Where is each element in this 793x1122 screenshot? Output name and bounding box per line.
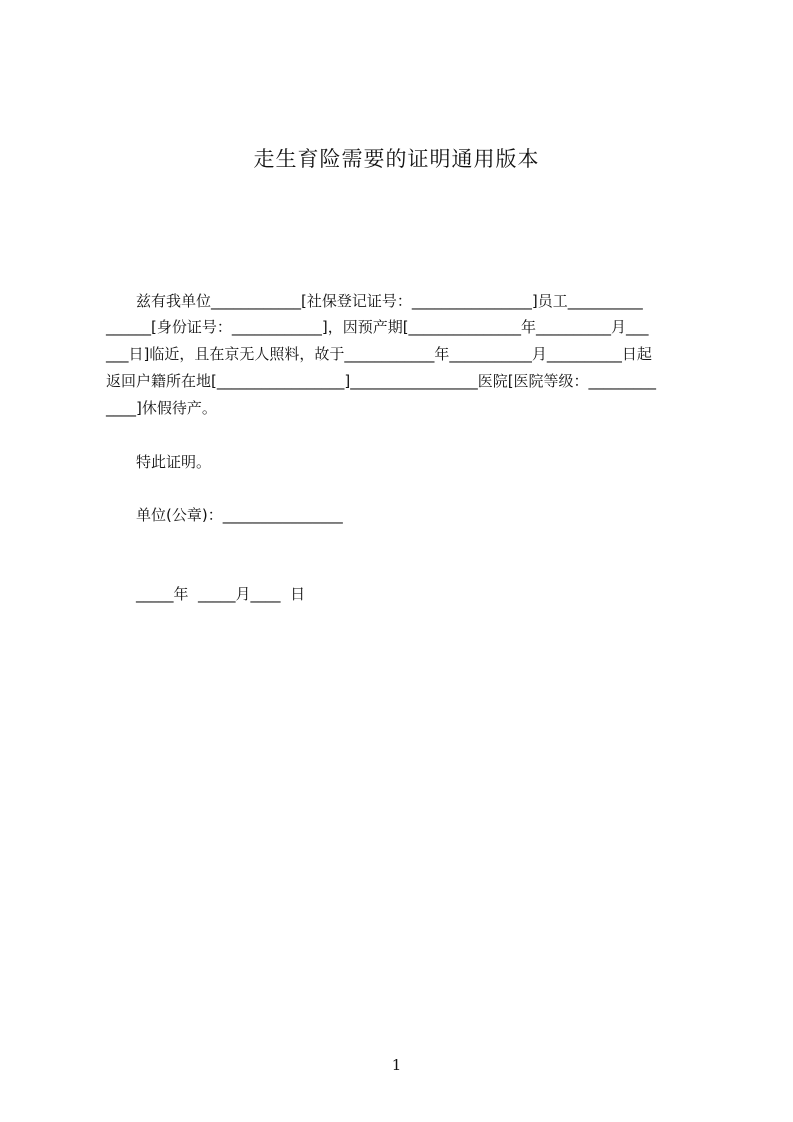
page-number: 1 [391,1056,402,1074]
body-line-3: ___日]临近，且在京无人照料，故于____________年___________月__________日起 [106,345,652,363]
body-line-4: 返回户籍所在地[_________________]_________________医院[医院等级：_________ [106,372,657,390]
body-line-5: ____]休假待产。 [106,399,217,417]
date-line: _____年 _____月____ 日 [136,585,306,603]
body-line-2: ______[身份证号：____________]，因预产期[_______________年__________月___ [106,318,649,336]
document-title: 走生育险需要的证明通用版本 [253,147,540,171]
body-line-1: 兹有我单位____________[社保登记证号：________________]员工__________ [136,292,643,310]
unit-seal-line: 单位(公章)：________________ [136,506,343,524]
certify-statement: 特此证明。 [136,453,212,471]
